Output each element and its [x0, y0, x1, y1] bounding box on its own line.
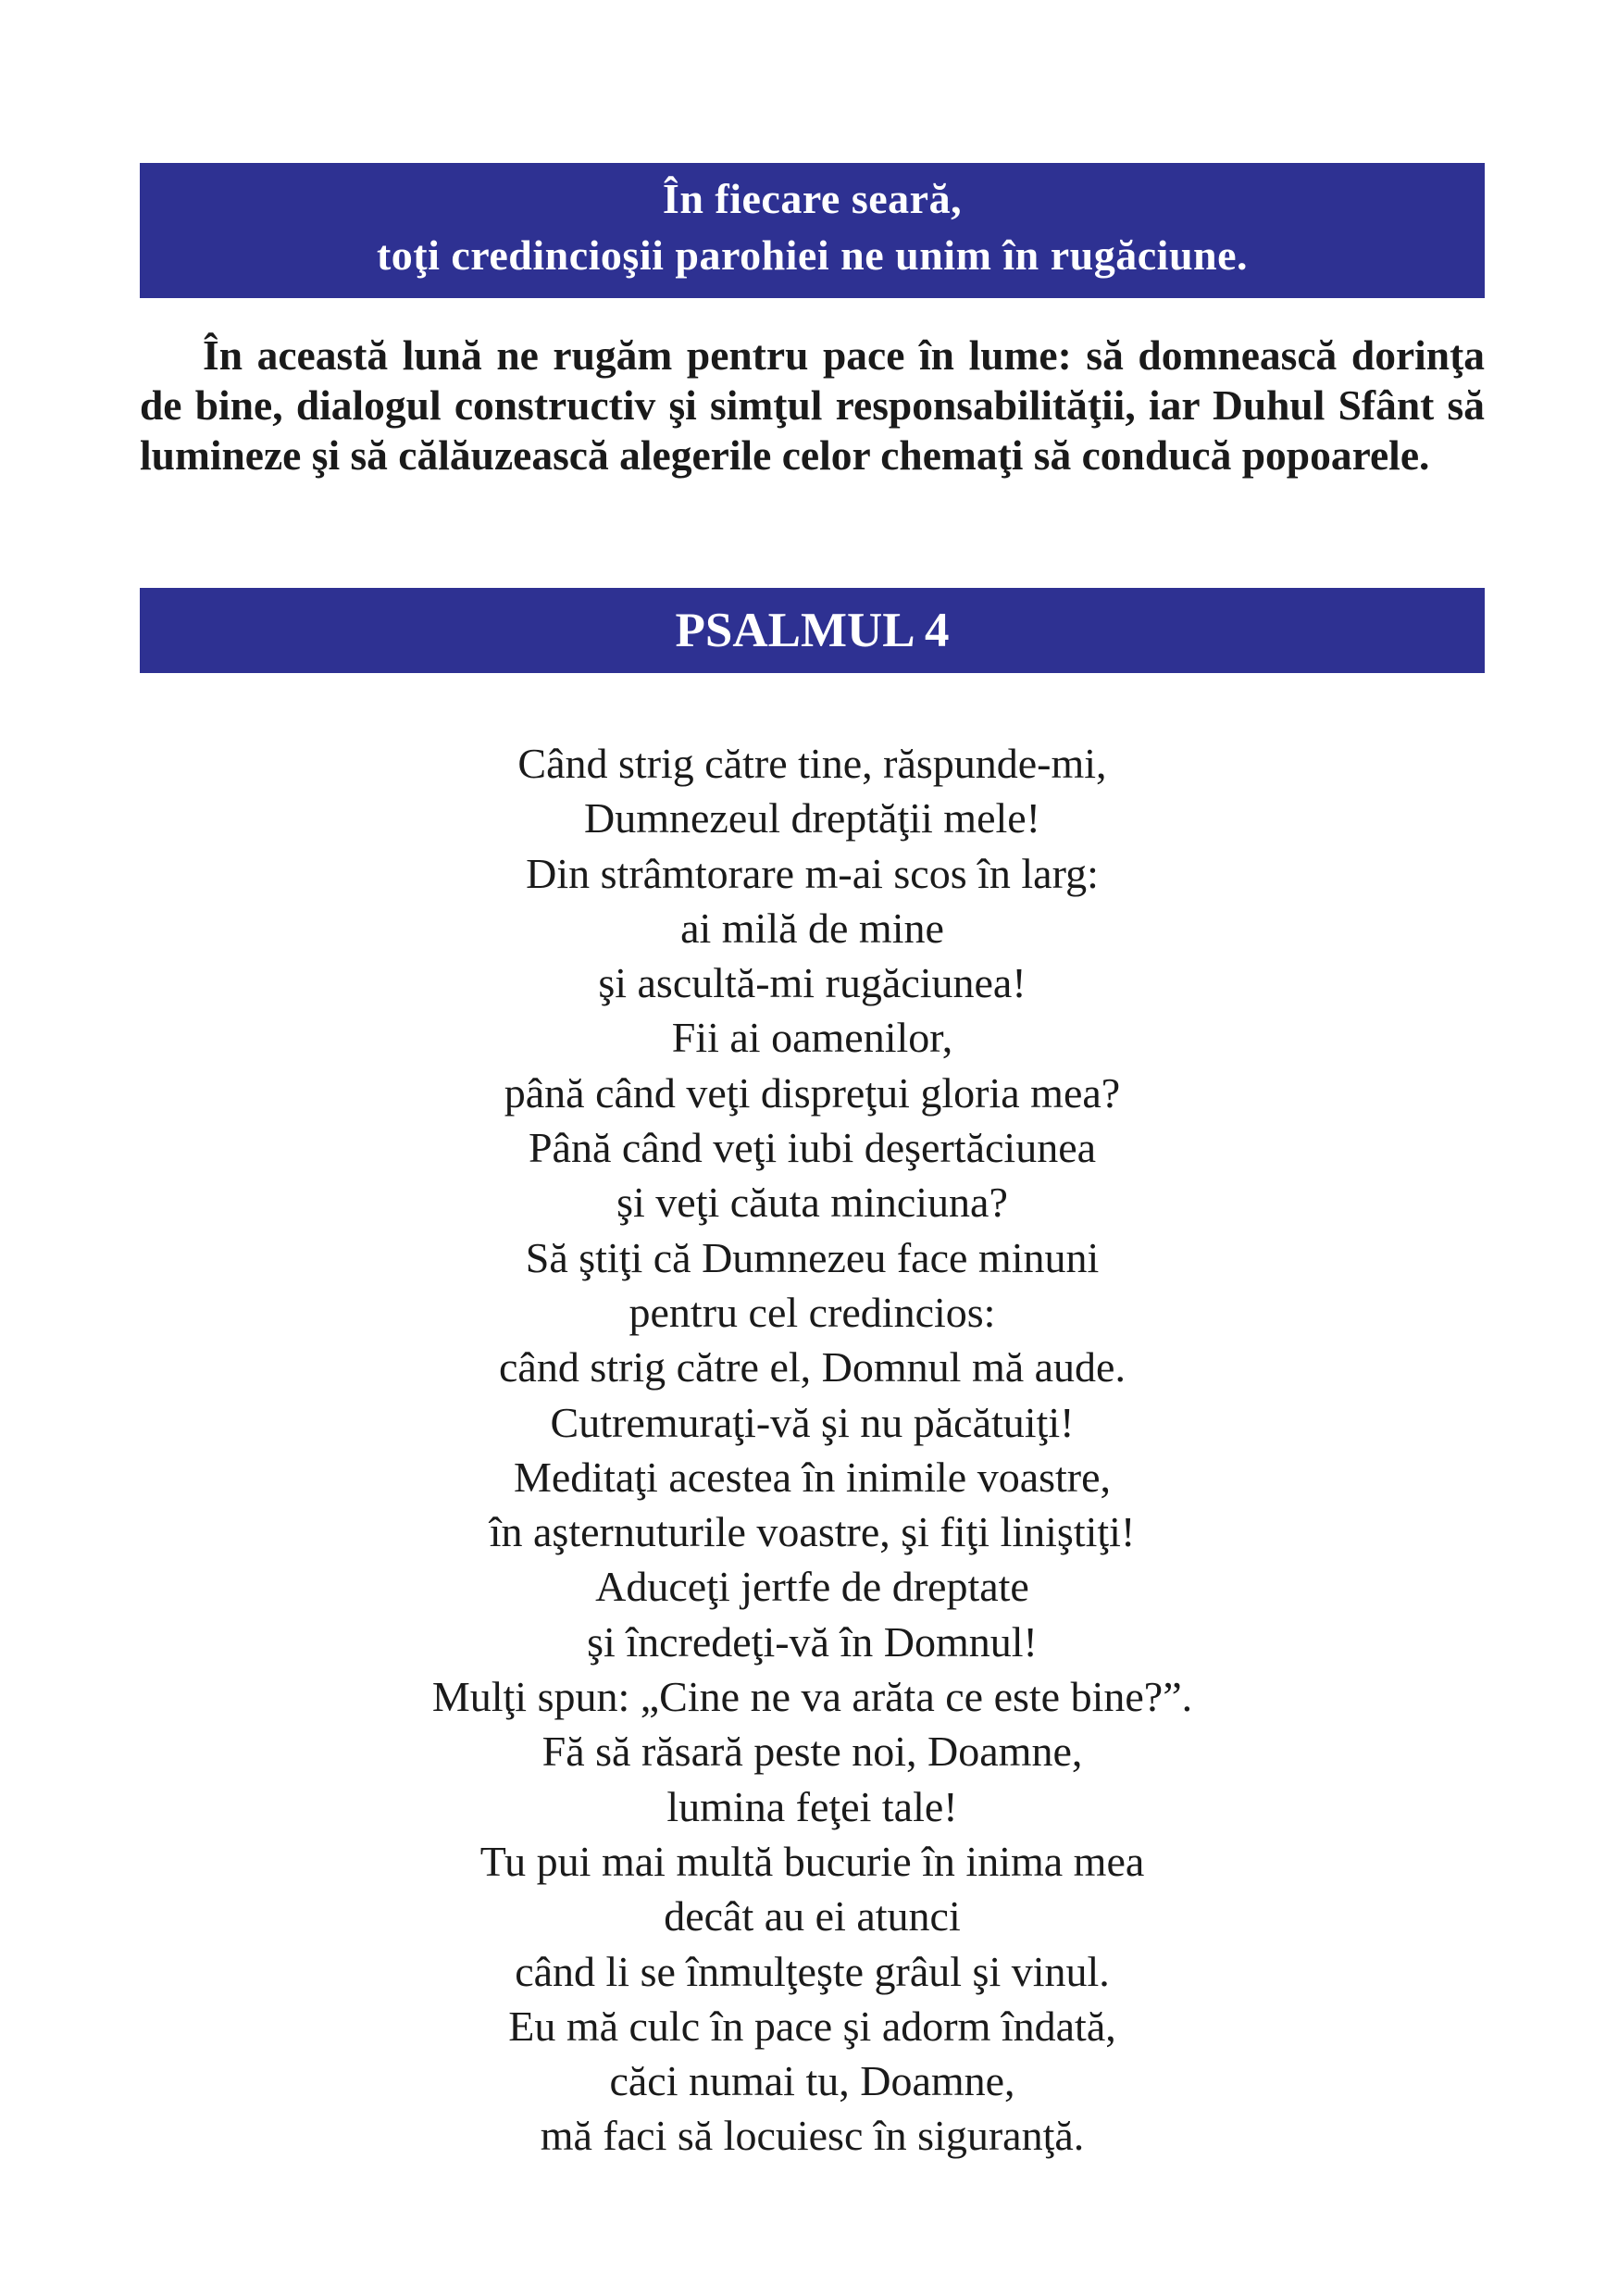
- psalm-line: pentru cel credincios:: [629, 1288, 996, 1336]
- psalm-line: Să ştiţi că Dumnezeu face minuni: [525, 1233, 1100, 1281]
- evening-prayer-banner: [140, 163, 1485, 298]
- psalm-line: Aduceţi jertfe de dreptate: [595, 1563, 1029, 1611]
- psalm-line: şi veţi căuta minciuna?: [616, 1179, 1008, 1227]
- psalm-line: şi ascultă-mi rugăciunea!: [598, 959, 1027, 1007]
- psalm-line: Cutremuraţi-vă şi nu păcătuiţi!: [550, 1398, 1075, 1446]
- psalm-line: căci numai tu, Doamne,: [609, 2057, 1015, 2105]
- psalm-title: PSALMUL 4: [140, 588, 1485, 673]
- psalm-line: până când veţi dispreţui gloria mea?: [504, 1068, 1121, 1117]
- banner-line-1: În fiecare seară,: [662, 175, 963, 222]
- psalm-line: Când strig către tine, răspunde-mi,: [517, 740, 1107, 787]
- psalm-line: şi încredeţi-vă în Domnul!: [587, 1617, 1038, 1666]
- psalm-line: Tu pui mai multă bucurie în inima mea: [479, 1837, 1145, 1885]
- psalm-line: ai milă de mine: [680, 904, 944, 952]
- psalm-line: Până când veţi iubi deşertăciunea: [528, 1124, 1097, 1172]
- psalm-line: Din strâmtorare m-ai scos în larg:: [526, 849, 1099, 897]
- psalm-line: Eu mă culc în pace şi adorm îndată,: [508, 2002, 1116, 2050]
- psalm-line: Fă să răsară peste noi, Doamne,: [541, 1728, 1083, 1776]
- psalm-line: decât au ei atunci: [664, 1892, 961, 1940]
- psalm-line: Meditaţi acestea în inimile voastre,: [513, 1453, 1112, 1501]
- psalm-line: când li se înmulţeşte grâul şi vinul.: [515, 1947, 1110, 1995]
- psalm-text: [140, 736, 1485, 2164]
- psalm-line: Mulţi spun: „Cine ne va arăta ce este bine?”.: [431, 1673, 1193, 1721]
- psalm-line: Fii ai oamenilor,: [671, 1014, 953, 1062]
- psalm-line: Dumnezeul dreptăţii mele!: [583, 794, 1041, 842]
- psalm-line: lumina feţei tale!: [666, 1782, 958, 1830]
- monthly-intention-paragraph: În această lună ne rugăm pentru pace în lume: să domnească dorinţa de bine, dialogul constructiv şi simţul responsabilităţii, iar Duhul Sfânt să lumineze şi să călăuzească alegerile celor chemaţi să conducă popoarele.: [140, 331, 1485, 479]
- psalm-line: în aşternuturile voastre, şi fiţi liniştiţi!: [489, 1508, 1136, 1556]
- psalm-line: mă faci să locuiesc în siguranţă.: [540, 2112, 1085, 2160]
- banner-line-2: toţi credincioşii parohiei ne unim în rugăciune.: [376, 231, 1249, 279]
- psalm-line: când strig către el, Domnul mă aude.: [499, 1343, 1126, 1391]
